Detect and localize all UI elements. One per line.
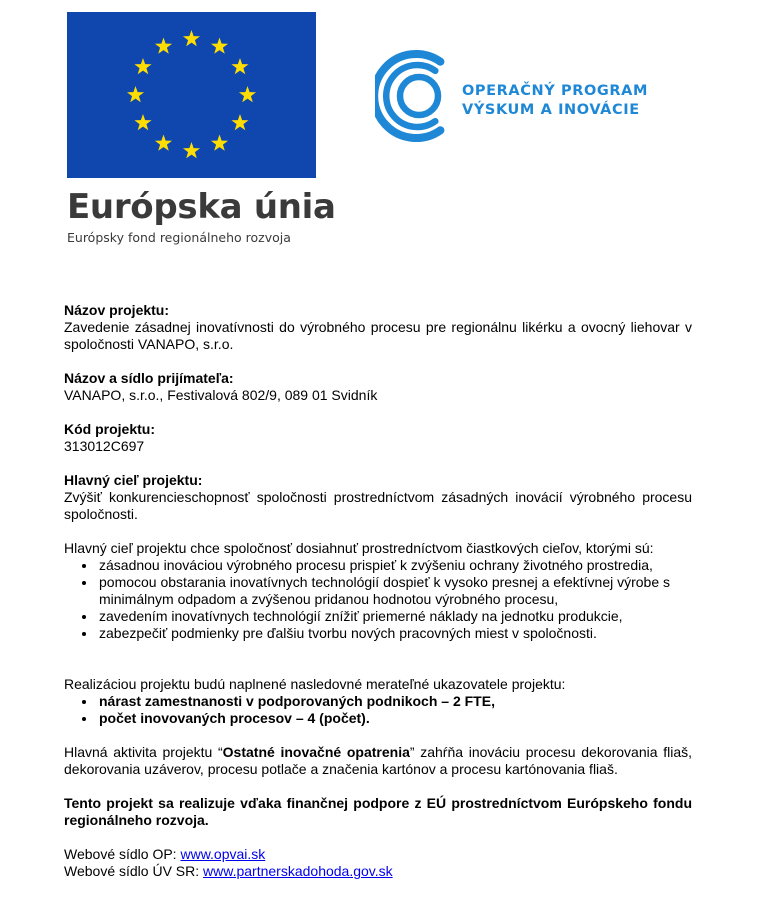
subgoals-list	[64, 557, 692, 642]
web-uv-link[interactable]: www.partnerskadohoda.gov.sk	[203, 863, 393, 879]
indicator-item: • nárast zamestnanosti v podporovaných podnikoch – 2 FTE,	[97, 693, 692, 710]
recipient-value: VANAPO, s.r.o., Festivalová 802/9, 089 01 Svidník	[64, 387, 378, 403]
project-name-label: Názov projektu:	[64, 302, 170, 318]
main-activity-post: ” zahŕňa inováciu procesu dekorovania fliaš, dekorovania uzáverov, procesu potlače a značenia kartónov a procesu kartónovania fliaš.	[64, 744, 692, 777]
indicator-item: • počet inovovaných procesov – 4 (počet).	[97, 710, 692, 727]
web-op-line	[64, 846, 692, 863]
op-ring-inner	[400, 77, 438, 115]
recipient-label: Názov a sídlo prijímateľa:	[64, 370, 234, 386]
main-goal-label: Hlavný cieľ projektu:	[64, 472, 203, 488]
web-uv-label: Webové sídlo ÚV SR:	[64, 863, 204, 879]
op-logo-line2: VÝSKUM A INOVÁCIE	[462, 102, 640, 118]
op-logo-line1: OPERAČNÝ PROGRAM	[462, 83, 649, 99]
web-uv-line	[64, 863, 692, 880]
subgoal-item: • zavedením inovatívnych technológií znížiť priemerné náklady na jednotku produkcie,	[97, 608, 692, 625]
main-activity	[64, 744, 692, 778]
eu-title: Európska únia	[67, 187, 336, 227]
project-code-value: 313012C697	[64, 438, 145, 454]
main-goal-value: Zvýšiť konkurencieschopnosť spoločnosti prostredníctvom zásadných inovácií výrobného procesu spoločnosti.	[64, 489, 692, 522]
eu-logo	[67, 12, 336, 246]
indicators-intro: Realizáciou projektu budú naplnené nasledovné merateľné ukazovatele projektu:	[64, 676, 566, 692]
subgoals-intro: Hlavný cieľ projektu chce spoločnosť dosiahnuť prostredníctvom čiastkových cieľov, ktorými sú:	[64, 540, 654, 556]
web-op-link[interactable]: www.opvai.sk	[180, 846, 266, 862]
op-ring-logo-icon	[375, 44, 457, 148]
funding-note: Tento projekt sa realizuje vďaka finančnej podpore z EÚ prostredníctvom Európskeho fondu regionálneho rozvoja.	[64, 795, 692, 828]
indicators-list	[64, 693, 692, 727]
subgoal-item: • zásadnou inováciou výrobného procesu prispieť k zvýšeniu ochrany životného prostredia,	[97, 557, 692, 574]
eu-flag-icon	[67, 12, 316, 178]
project-code-label: Kód projektu:	[64, 421, 155, 437]
project-name-value: Zavedenie zásadnej inovatívnosti do výrobného procesu pre regionálnu likérku a ovocný liehovar v spoločnosti VANAPO, s.r.o.	[64, 319, 692, 352]
op-logo-text	[462, 82, 648, 120]
web-op-label: Webové sídlo OP:	[64, 846, 181, 862]
op-logo	[375, 44, 675, 154]
subgoal-item: • pomocou obstarania inovatívnych technológií dospieť k vysoko presnej a efektívnej výrobe s minimálnym odpadom a zvýšenou pridanou hodnotou výrobného procesu,	[97, 574, 692, 608]
subgoal-item: • zabezpečiť podmienky pre ďalšiu tvorbu nových pracovných miest v spoločnosti.	[97, 625, 692, 642]
main-activity-pre: Hlavná aktivita projektu “	[64, 744, 223, 760]
op-ring-middle	[386, 65, 435, 127]
main-activity-name: Ostatné inovačné opatrenia	[222, 744, 410, 760]
eu-subtitle: Európsky fond regionálneho rozvoja	[67, 230, 291, 245]
project-info	[64, 302, 692, 880]
